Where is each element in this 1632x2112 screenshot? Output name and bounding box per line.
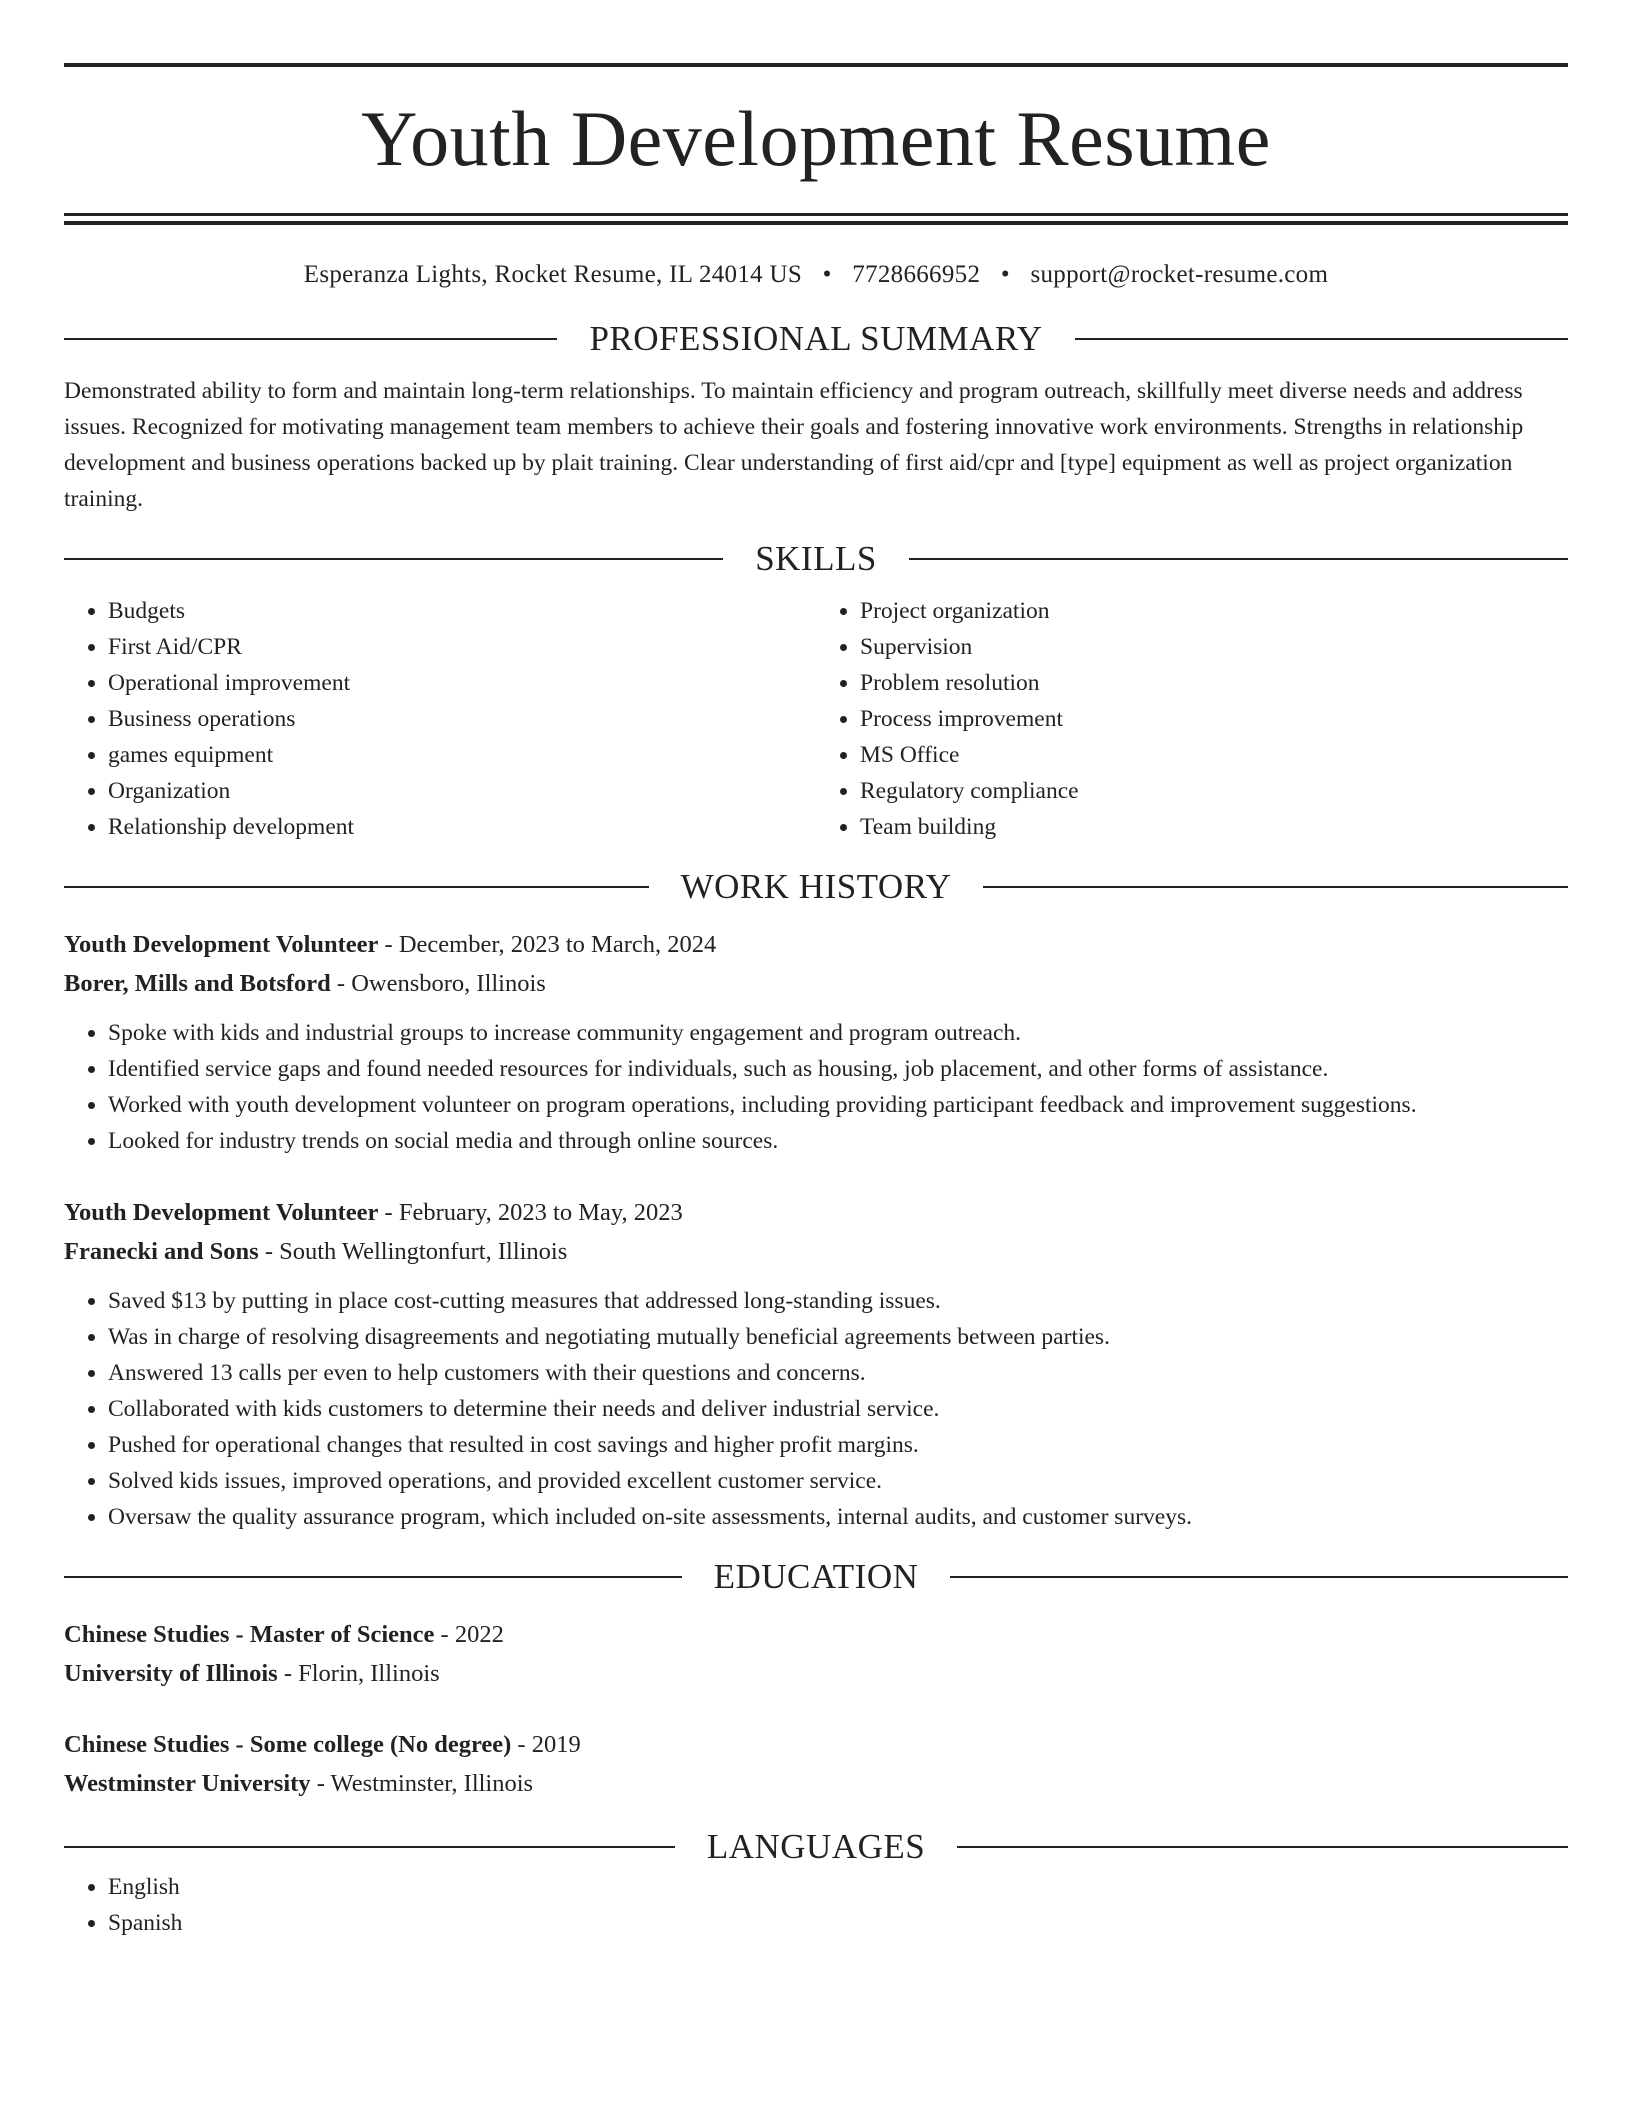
job-bullet: • Identified service gaps and found needed resources for individuals, such as housing, job placement, and other forms of assistance.: [108, 1051, 1568, 1087]
heading-rule: [64, 886, 649, 888]
skill-item: • Project organization: [860, 593, 1568, 629]
skill-item: • Team building: [860, 809, 1568, 845]
job-bullet: • Spoke with kids and industrial groups to increase community engagement and program outreach.: [108, 1015, 1568, 1051]
education-heading-label: EDUCATION: [713, 1557, 919, 1596]
skill-item: • Process improvement: [860, 701, 1568, 737]
job-bullets: [64, 1283, 1568, 1535]
education-degree: Chinese Studies - Some college (No degree): [64, 1731, 512, 1758]
skill-item: • Problem resolution: [860, 665, 1568, 701]
contact-email: support@rocket-resume.com: [1030, 261, 1329, 288]
skill-item: • Operational improvement: [108, 665, 816, 701]
heading-rule: [957, 1846, 1568, 1848]
job-title: Youth Development Volunteer: [64, 931, 379, 958]
language-item: • Spanish: [108, 1905, 1568, 1941]
skills-column-left: [64, 593, 816, 845]
education-degree-line: [64, 1615, 1568, 1654]
job-bullet: • Collaborated with kids customers to determine their needs and deliver industrial service.: [108, 1391, 1568, 1427]
work-heading-label: WORK HISTORY: [680, 867, 952, 906]
job-dates: - February, 2023 to May, 2023: [378, 1199, 683, 1226]
skills-heading-label: SKILLS: [755, 539, 877, 578]
skill-item: • Organization: [108, 773, 816, 809]
education-degree: Chinese Studies - Master of Science: [64, 1621, 435, 1648]
skill-item: • First Aid/CPR: [108, 629, 816, 665]
language-item: • English: [108, 1869, 1568, 1905]
languages-list: [64, 1869, 1568, 1941]
education-degree-line: [64, 1725, 1568, 1764]
skill-item: • Budgets: [108, 593, 816, 629]
job-bullet: • Saved $13 by putting in place cost-cutting measures that addressed long-standing issues.: [108, 1283, 1568, 1319]
job-bullet: • Pushed for operational changes that resulted in cost savings and higher profit margins.: [108, 1427, 1568, 1463]
job-title-line: [64, 1193, 1568, 1232]
contact-line: [64, 257, 1568, 293]
job-location: - Owensboro, Illinois: [330, 970, 546, 997]
top-rule: [64, 63, 1568, 67]
skill-item: • Business operations: [108, 701, 816, 737]
job-company: Borer, Mills and Botsford: [64, 970, 331, 997]
heading-rule: [64, 338, 557, 340]
skill-item: • Regulatory compliance: [860, 773, 1568, 809]
job-company-line: [64, 1232, 1568, 1271]
education-location: - Florin, Illinois: [277, 1660, 440, 1687]
resume-title: Youth Development Resume: [361, 95, 1271, 182]
skill-item: • games equipment: [108, 737, 816, 773]
job-entry: [64, 925, 1568, 1159]
education-school-line: [64, 1654, 1568, 1693]
education-heading: [64, 1555, 1568, 1599]
contact-separator: •: [822, 261, 832, 288]
education-school: Westminster University: [64, 1770, 311, 1797]
summary-heading-label: PROFESSIONAL SUMMARY: [589, 319, 1043, 358]
job-bullet: • Answered 13 calls per even to help customers with their questions and concerns.: [108, 1355, 1568, 1391]
skill-item: • Relationship development: [108, 809, 816, 845]
skill-item: • MS Office: [860, 737, 1568, 773]
skills-column-right: [816, 593, 1568, 845]
job-company-line: [64, 964, 1568, 1003]
education-year: - 2022: [434, 1621, 504, 1648]
contact-phone: 7728666952: [852, 261, 981, 288]
job-entry: [64, 1193, 1568, 1535]
title-double-rule: [64, 213, 1568, 225]
job-bullet: • Worked with youth development volunteer on program operations, including providing participant feedback and improvement suggestions.: [108, 1087, 1568, 1123]
job-company: Franecki and Sons: [64, 1238, 259, 1265]
languages-heading: [64, 1825, 1568, 1869]
resume-page: [64, 63, 1568, 1941]
job-bullet: • Solved kids issues, improved operations, and provided excellent customer service.: [108, 1463, 1568, 1499]
education-year: - 2019: [511, 1731, 581, 1758]
job-dates: - December, 2023 to March, 2024: [378, 931, 717, 958]
job-bullet: • Was in charge of resolving disagreements and negotiating mutually beneficial agreements between parties.: [108, 1319, 1568, 1355]
education-entry: [64, 1725, 1568, 1803]
heading-rule: [909, 558, 1568, 560]
job-location: - South Wellingtonfurt, Illinois: [258, 1238, 568, 1265]
job-title: Youth Development Volunteer: [64, 1199, 379, 1226]
heading-rule: [64, 1846, 675, 1848]
skills-heading: [64, 537, 1568, 581]
skills-list: [64, 593, 1568, 845]
job-title-line: [64, 925, 1568, 964]
heading-rule: [950, 1576, 1568, 1578]
heading-rule: [64, 1576, 682, 1578]
job-bullet: • Oversaw the quality assurance program, which included on-site assessments, internal audits, and customer surveys.: [108, 1499, 1568, 1535]
summary-heading: [64, 317, 1568, 361]
heading-rule: [1075, 338, 1568, 340]
job-bullet: • Looked for industry trends on social media and through online sources.: [108, 1123, 1568, 1159]
heading-rule: [983, 886, 1568, 888]
heading-rule: [64, 558, 723, 560]
contact-address: Esperanza Lights, Rocket Resume, IL 24014 US: [303, 261, 803, 288]
job-bullets: [64, 1015, 1568, 1159]
work-heading: [64, 865, 1568, 909]
skill-item: • Supervision: [860, 629, 1568, 665]
education-school: University of Illinois: [64, 1660, 278, 1687]
education-school-line: [64, 1764, 1568, 1803]
education-entry: [64, 1615, 1568, 1693]
contact-separator: •: [1000, 261, 1010, 288]
languages-heading-label: LANGUAGES: [706, 1827, 926, 1866]
education-location: - Westminster, Illinois: [310, 1770, 534, 1797]
summary-text: Demonstrated ability to form and maintain long-term relationships. To maintain efficiency and program outreach, skillfully meet diverse needs and address issues. Recognized for motivating management team members to achieve their goals and fostering innovative work environments. Strengths in relationship development and business operations backed up by plait training. Clear understanding of first aid/cpr and [type] equipment as well as project organization training.: [64, 378, 1524, 512]
